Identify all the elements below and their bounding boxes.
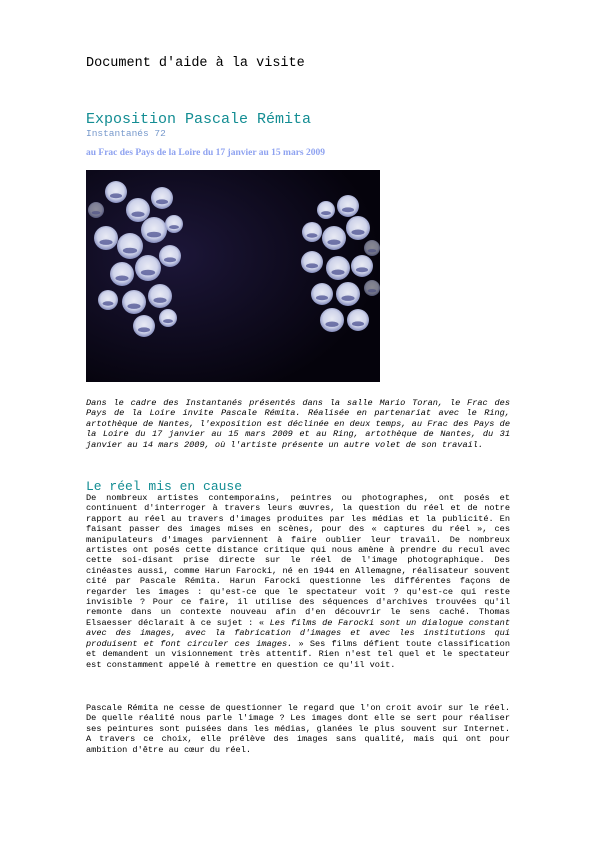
light-disc xyxy=(301,251,323,273)
disc-shadow xyxy=(103,301,114,305)
light-disc xyxy=(311,283,333,305)
intro-paragraph: Dans le cadre des Instantanés présentés dans la salle Mario Toran, le Frac des Pays de la Loire invite Pascale Rémita. Réalisée en partenariat avec le Ring, artothèque de Nantes, l'exposition est déclinée en deux temps, au Frac des Pays de la Loire du 17 janvier au 15 mars 2009 et au Ring, artothèque de Nantes, du 31 janvier au 14 mars 2009, où l'artiste présente un autre volet de son travail. xyxy=(86,398,510,450)
light-disc xyxy=(110,262,134,286)
disc-shadow xyxy=(331,270,344,275)
exhibition-dates: au Frac des Pays de la Loire du 17 janvier au 15 mars 2009 xyxy=(86,148,325,158)
light-disc xyxy=(317,201,335,219)
disc-shadow xyxy=(131,212,144,217)
quote-text: Les films de Farocki sont un dialogue constant avec des images, avec la fabrication d'images et avec les institutions qui produisent et font circuler ces images. xyxy=(86,617,510,649)
disc-shadow xyxy=(99,240,112,245)
light-disc xyxy=(148,284,172,308)
light-disc xyxy=(337,195,359,217)
document-heading: Document d'aide à la visite xyxy=(86,56,305,71)
disc-shadow xyxy=(147,232,161,238)
light-disc xyxy=(159,245,181,267)
light-disc xyxy=(364,280,380,296)
light-disc xyxy=(320,308,344,332)
light-disc xyxy=(126,198,150,222)
light-disc xyxy=(347,309,369,331)
light-disc xyxy=(302,222,322,242)
light-disc xyxy=(336,282,360,306)
light-disc xyxy=(346,216,370,240)
disc-shadow xyxy=(156,199,168,204)
disc-shadow xyxy=(341,296,354,301)
disc-shadow xyxy=(141,270,155,276)
disc-shadow xyxy=(92,211,101,215)
disc-shadow xyxy=(352,321,364,326)
light-disc xyxy=(141,217,167,243)
artwork-photo xyxy=(86,170,380,382)
section-paragraph-1 xyxy=(86,493,510,670)
light-disc xyxy=(326,256,350,280)
disc-shadow xyxy=(115,276,128,281)
light-disc xyxy=(151,187,173,209)
disc-shadow xyxy=(127,304,140,309)
light-disc xyxy=(94,226,118,250)
paragraph-text: De nombreux artistes contemporains, peintres ou photographes, ont posés et continuent d'interroger à travers leurs œuvres, la question du réel et de notre rapport au réel au travers d'images produites par les médias et la publicité. En faisant passer des images mises en scènes, pour des « captures du réel », ces manipulateurs d'images parviennent à faire oublier leur travail. De nombreux artistes ont posés cette distance critique qui nous amène à prendre du recul avec cette soi-disant prise directe sur le réel de l'image photographique. Des cinéastes aussi, comme Harun Farocki, né en 1944 en Allemagne, réalisateur souvent cité par Pascale Rémita. Harun Farocki questionne les différentes façons de regarder les images : qu'est-ce que le spectateur voit ? qu'est-ce qui reste invisible ? Pour ce faire, il utilise des séquences d'archives trouvées qu'il remonte dans un contexte nouveau afin d'en découvrir le sens caché. Thomas Elsaesser déclarait à ce sujet : « xyxy=(86,493,510,628)
disc-shadow xyxy=(316,295,328,300)
light-disc xyxy=(133,315,155,337)
exhibition-subtitle: Instantanés 72 xyxy=(86,128,166,139)
light-disc xyxy=(122,290,146,314)
light-disc xyxy=(351,255,373,277)
light-disc xyxy=(135,255,161,281)
disc-shadow xyxy=(368,289,377,293)
light-disc xyxy=(165,215,183,233)
disc-shadow xyxy=(169,225,179,229)
paragraph-text: » Ses films défient toute classification et demandent un visionnement très attentif. Rien n'est tel quel et le spectateur est constamment appelé à remettre en question ce qu'il voit. xyxy=(86,638,510,670)
disc-shadow xyxy=(306,263,318,268)
light-disc xyxy=(117,233,143,259)
light-disc xyxy=(88,202,104,218)
light-disc xyxy=(322,226,346,250)
light-disc xyxy=(98,290,118,310)
disc-shadow xyxy=(342,207,354,212)
disc-shadow xyxy=(325,322,338,327)
disc-shadow xyxy=(163,319,173,323)
disc-shadow xyxy=(368,249,377,253)
light-disc xyxy=(105,181,127,203)
light-disc xyxy=(159,309,177,327)
disc-shadow xyxy=(307,233,318,237)
disc-shadow xyxy=(327,240,340,245)
disc-shadow xyxy=(356,267,368,272)
disc-shadow xyxy=(153,298,166,303)
section-paragraph-2: Pascale Rémita ne cesse de questionner le regard que l'on croit avoir sur le réel. De quelle réalité nous parle l'image ? Les images dont elle se sert pour réaliser ses peintures sont puisées dans les médias, glanées le plus souvent sur Internet. A travers ce choix, elle prélève des images sans qualité, mais qui ont pour ambition d'être au cœur du réel. xyxy=(86,703,510,755)
disc-shadow xyxy=(321,211,331,215)
disc-shadow xyxy=(138,327,150,332)
disc-shadow xyxy=(164,257,176,262)
section-title: Le réel mis en cause xyxy=(86,479,243,494)
disc-shadow xyxy=(110,193,122,198)
disc-shadow xyxy=(123,248,137,254)
disc-shadow xyxy=(351,230,364,235)
light-disc xyxy=(364,240,380,256)
exhibition-title: Exposition Pascale Rémita xyxy=(86,111,312,128)
